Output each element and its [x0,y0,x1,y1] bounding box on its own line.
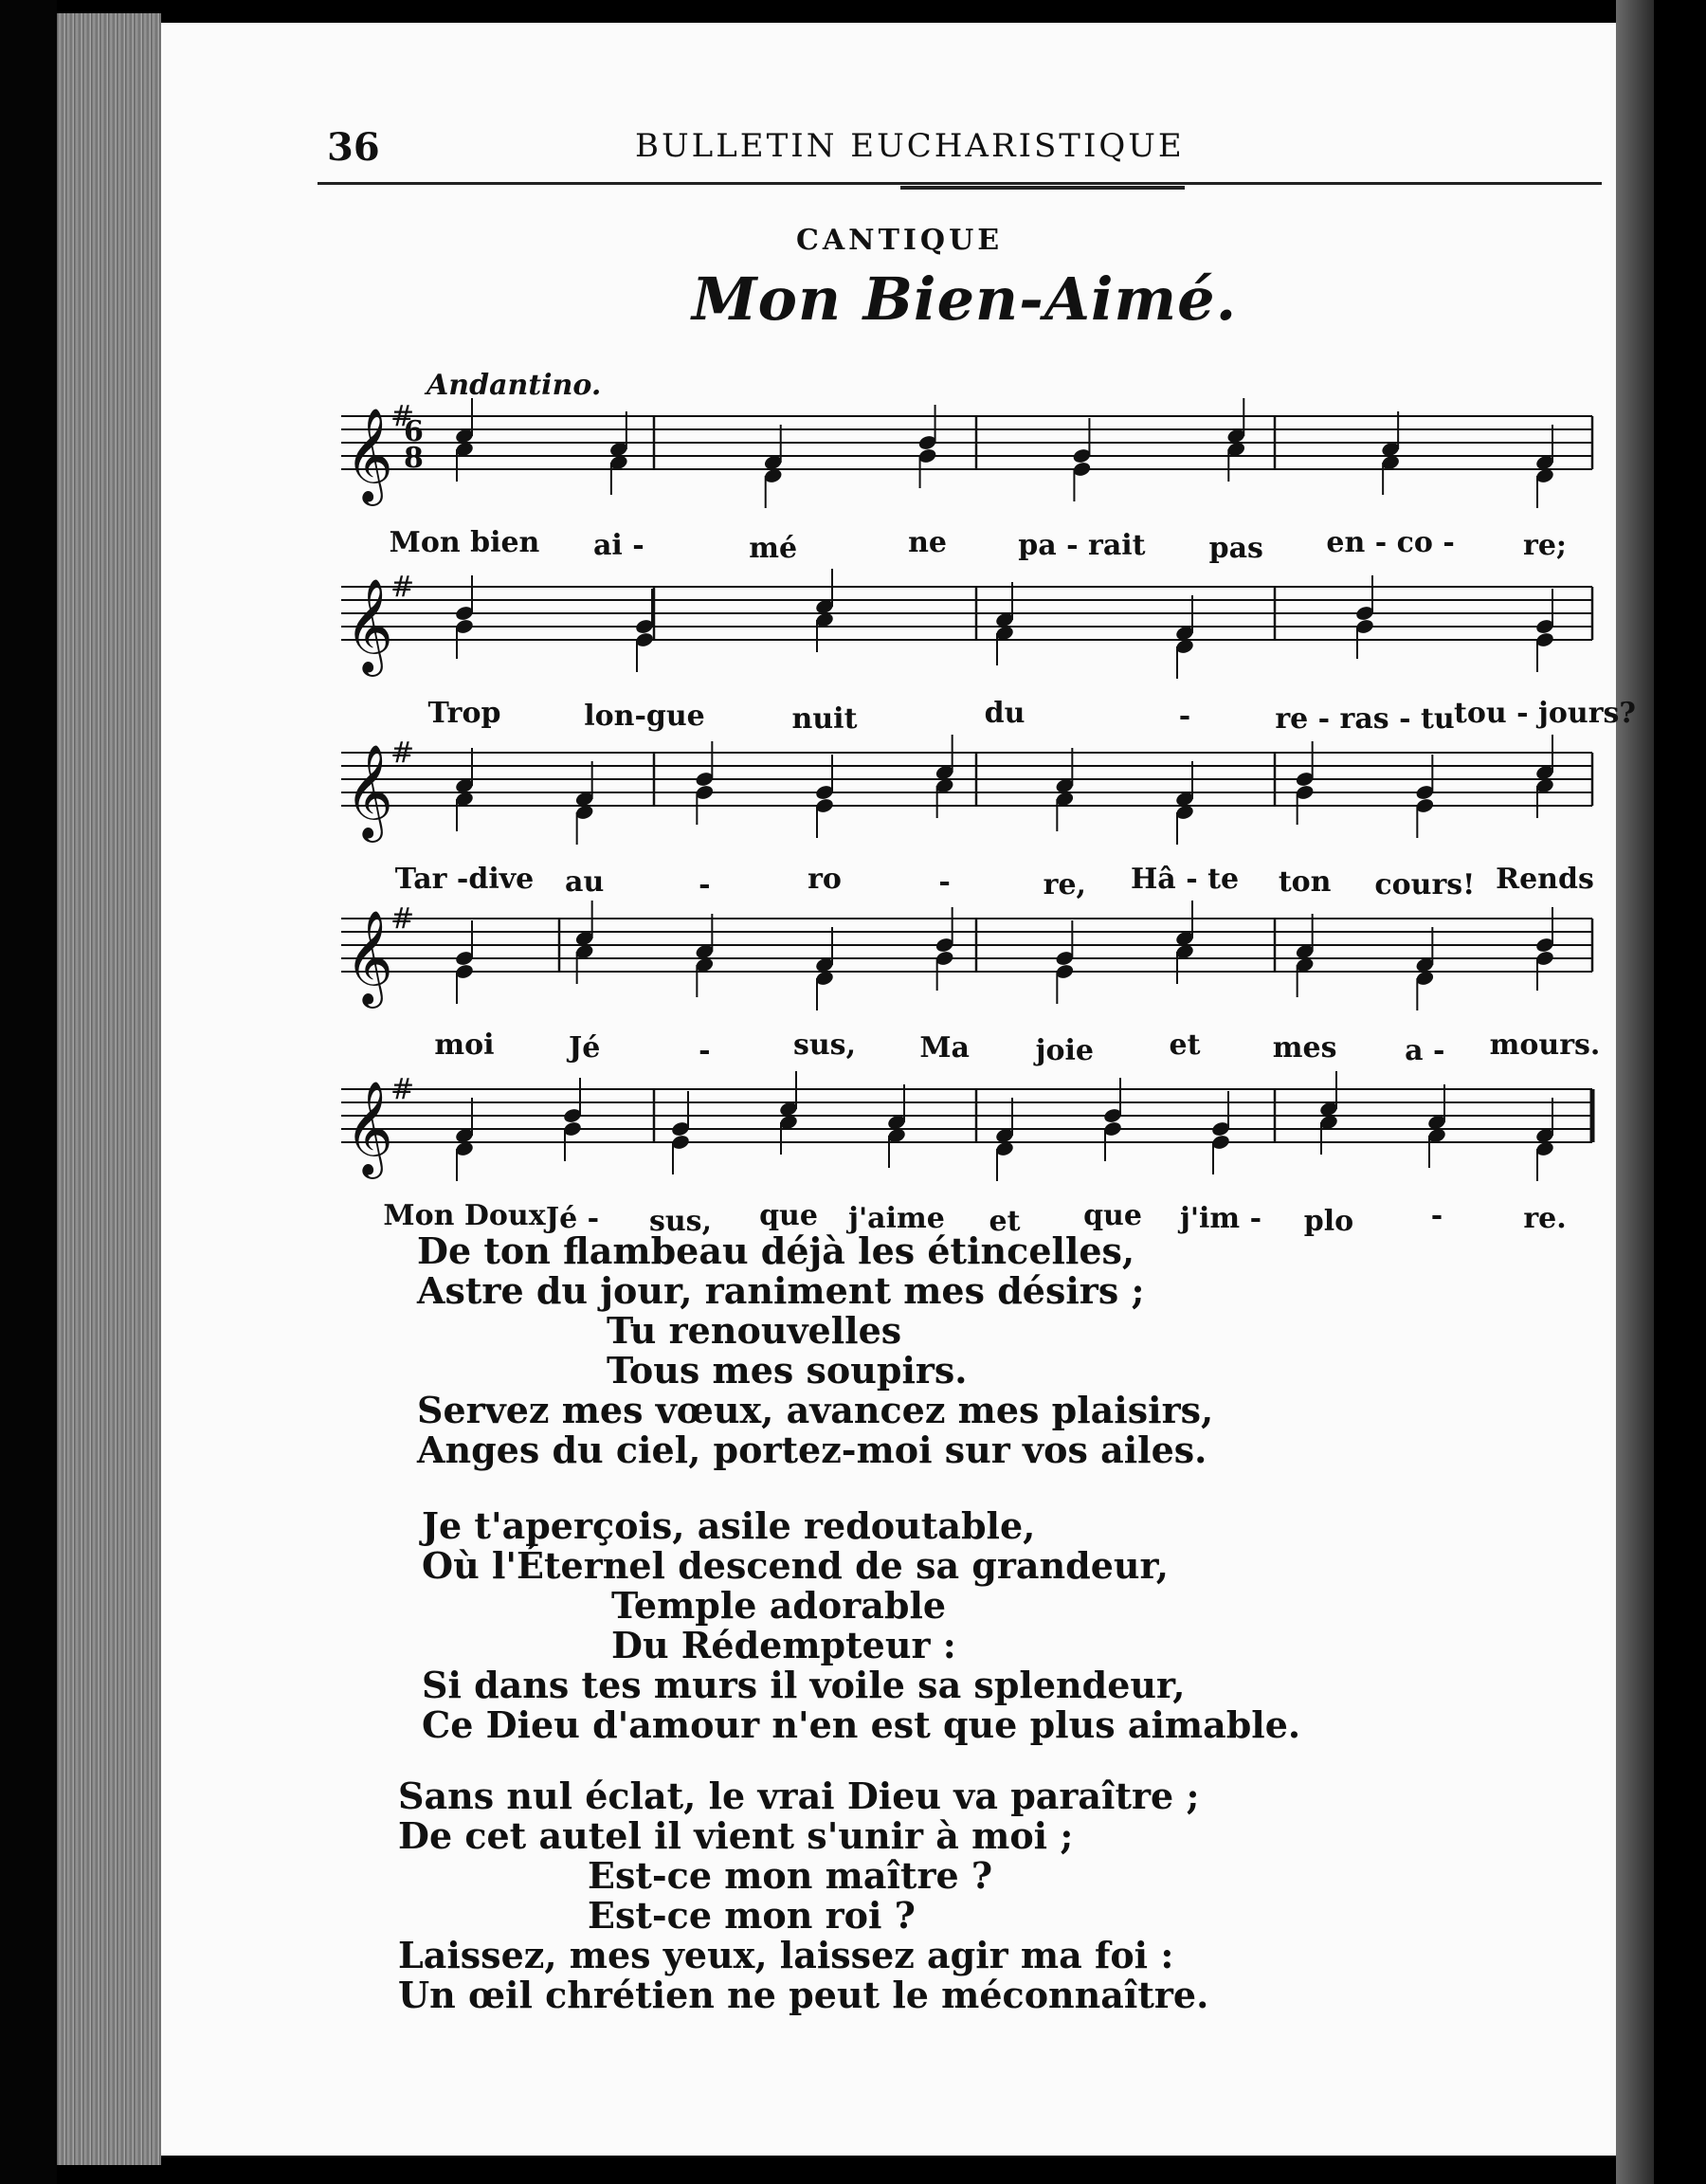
lyric-syllable: re; [1523,529,1567,562]
lyric-syllable: en - co - [1326,526,1455,559]
page [161,23,1636,2156]
verse-line: Où l'Éternel descend de sa grandeur, [422,1544,1170,1587]
sharp-icon: # [390,1073,415,1106]
running-head: BULLETIN EUCHARISTIQUE [635,127,1185,165]
note-chord [454,575,474,659]
note-chord [1072,418,1092,501]
lyric-syllable: que [1083,1199,1142,1232]
lyric-syllable: - [699,1034,711,1067]
note-chord [1534,425,1554,508]
note-chord [917,405,937,488]
lyric-syllable: mours. [1489,1028,1601,1062]
lyric-syllable: Trop [427,697,501,730]
verse-stanza [417,1231,1213,1470]
page-number: 36 [327,125,380,170]
note-chord [994,1098,1014,1181]
time-signature-denominator: 8 [404,442,424,475]
note-chord [1174,761,1194,845]
book-spine [0,0,57,2184]
verse-line: Laissez, mes yeux, laissez agir ma foi : [398,1934,1174,1976]
lyric-syllable: du [984,697,1025,730]
note-chord [763,425,783,508]
note-chord [454,1098,474,1181]
note-chord [814,755,834,838]
lyric-syllable: pa - rait [1018,529,1146,562]
staff [341,388,1602,511]
header-rule [318,182,1602,185]
lyric-syllable: ton [1278,865,1332,899]
music-system [341,1061,1602,1238]
lyric-syllable: a - [1405,1034,1445,1067]
lyric-syllable: ai - [592,529,644,562]
verse-line: Astre du jour, raniment mes désirs ; [417,1269,1145,1312]
page-edges [57,13,161,2165]
treble-clef-icon: 𝄞 [345,910,393,1005]
lyric-syllable: sus, [648,1205,713,1238]
note-chord [634,589,654,672]
lyric-syllable: Mon bien [389,526,540,559]
lyric-syllable: nuit [791,702,858,736]
lyric-syllable: moi [434,1028,495,1062]
verse-line: Est-ce mon roi ? [588,1894,916,1937]
lyric-syllable: au [565,865,605,899]
note-chord [670,1091,690,1174]
note-chord [886,1084,906,1168]
note-chord [608,411,628,495]
verse-line: De ton flambeau déjà les étincelles, [417,1229,1135,1272]
note-chord [562,1078,582,1161]
lyric-syllable: - [1178,700,1191,733]
note-chord [994,582,1014,665]
note-chord [1380,411,1400,495]
staff [341,1061,1602,1184]
music-system [341,890,1602,1067]
header-rule-accent [900,186,1185,190]
note-chord [1102,1078,1122,1161]
note-chord [1534,589,1554,672]
treble-clef-icon: 𝄞 [345,578,393,673]
note-chord [1055,748,1075,831]
lyric-syllable: et [989,1205,1021,1238]
verse-line: Tous mes soupirs. [607,1349,968,1392]
note-chord [574,761,594,845]
lyric-syllable: et [1169,1028,1201,1062]
lyric-syllable: ne [908,526,948,559]
note-chord [935,907,954,991]
lyric-syllable: Jé [569,1031,601,1065]
music-system [341,388,1602,565]
time-signature-numerator: 6 [404,415,424,448]
note-chord [1295,741,1315,825]
sharp-icon: # [390,737,415,770]
verse-line: Tu renouvelles [607,1309,902,1352]
lyric-syllable: j'im - [1179,1202,1262,1235]
verse-line: Temple adorable [611,1584,947,1627]
verse-stanza [398,1776,1208,2015]
note-chord [1415,755,1435,838]
lyric-syllable: - [699,868,711,901]
verse-line: Je t'aperçois, asile redoutable, [422,1504,1036,1547]
sharp-icon: # [390,571,415,604]
music-system [341,724,1602,901]
note-chord [1354,575,1374,659]
hymn-title: Mon Bien-Aimé. [692,264,1238,334]
note-chord [1295,914,1315,997]
lyric-syllable: Mon Doux [383,1199,546,1232]
lyric-syllable: sus, [792,1028,857,1062]
staff [341,558,1602,682]
note-chord [695,741,715,825]
verse-line: Ce Dieu d'amour n'en est que plus aimable. [422,1703,1301,1746]
lyric-syllable: mes [1272,1031,1337,1065]
lyric-syllable: Rends [1496,863,1594,896]
sharp-icon: # [390,400,415,433]
note-chord [1415,927,1435,1010]
lyric-syllable: joie [1035,1034,1095,1067]
lyric-syllable: pas [1208,532,1263,565]
verse-line: De cet autel il vient s'unir à moi ; [398,1814,1074,1857]
tempo-marking: Andantino. [426,369,602,402]
lyric-syllable: - [938,865,951,899]
lyric-syllable: que [759,1199,818,1232]
lyric-syllable: Ma [919,1031,970,1065]
note-chord [1210,1091,1230,1174]
sharp-icon: # [390,902,415,936]
lyric-syllable: mé [749,532,798,565]
lyric-syllable: - [1430,1199,1443,1232]
note-chord [1534,1098,1554,1181]
lyric-syllable: re - ras - tu [1275,702,1455,736]
note-chord [454,920,474,1004]
staff [341,890,1602,1013]
note-chord [1534,907,1554,991]
verse-stanza [422,1506,1300,1745]
verse-line: Servez mes vœux, avancez mes plaisirs, [417,1389,1214,1431]
lyric-syllable: plo [1303,1205,1354,1238]
treble-clef-icon: 𝄞 [345,408,393,502]
treble-clef-icon: 𝄞 [345,744,393,839]
verse-line: Sans nul éclat, le vrai Dieu va paraître ; [398,1774,1200,1817]
lyric-syllable: Tar -dive [394,863,535,896]
lyric-syllable: j'aime [848,1202,945,1235]
lyric-syllable: re. [1523,1202,1567,1235]
verse-line: Anges du ciel, portez-moi sur vos ailes. [417,1429,1207,1471]
right-edge-shadow [1616,0,1654,2184]
hymn-label: CANTIQUE [796,224,1004,257]
verse-line: Du Rédempteur : [611,1624,956,1666]
lyric-syllable: Hâ - te [1130,863,1240,896]
lyric-syllable: cours! [1374,868,1476,901]
note-chord [454,748,474,831]
lyric-syllable: tou - jours? [1454,697,1636,730]
note-chord [1055,920,1075,1004]
note-chord [1426,1084,1446,1168]
verse-line: Si dans tes murs il voile sa splendeur, [422,1664,1186,1706]
note-chord [814,927,834,1010]
music-system [341,558,1636,736]
lyric-syllable: Jé - [545,1202,600,1235]
lyric-syllable: re, [1043,868,1086,901]
note-chord [1174,595,1194,679]
lyric-syllable: ro [808,863,842,896]
treble-clef-icon: 𝄞 [345,1081,393,1175]
note-chord [695,914,715,997]
staff [341,724,1602,847]
verse-line: Est-ce mon maître ? [588,1854,993,1897]
verse-line: Un œil chrétien ne peut le méconnaître. [398,1974,1209,2016]
lyric-syllable: lon-gue [584,700,705,733]
